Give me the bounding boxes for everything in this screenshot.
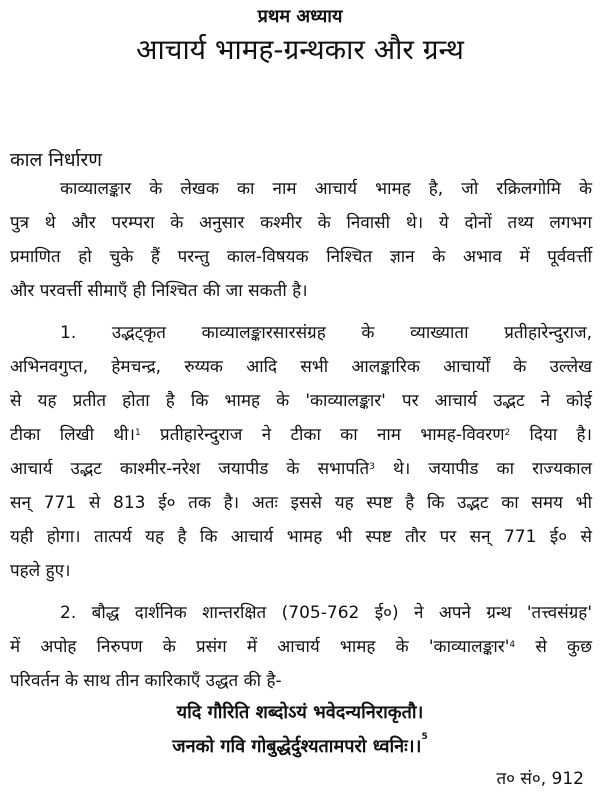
verse-line2 [0,734,600,758]
footnote-marker-3: 3 [369,462,375,472]
verse-line1: यदि गौरिति शब्दोऽयं भवेदन्यनिराकृतौ। [176,702,424,723]
para3-line2-text-a: में अपोह निरुपण के प्रसंग में आचार्य भामह के 'काव्यालङ्कार' [10,637,510,657]
para3-line1: 2. बौद्ध दार्शनिक शान्तरक्षित (705-762 ई०) ने अपने ग्रन्थ 'तत्त्वसंग्रह' [60,603,592,623]
para2-line4-text-c: दिया है। [510,425,592,445]
para3-line2 [10,630,592,664]
para1-line2: पुत्र थे और परम्परा के अनुसार कश्मीर के निवासी थे। ये दोनों तथ्य लगभग [10,213,592,233]
para2-line4-text-b: प्रतीहारेन्दुराज ने टीका का नाम भामह-विवरण [140,425,505,445]
para2-line6: सन् 771 से 813 ई० तक है। अतः इससे यह स्पष्ट है कि उद्भट का समय भी [10,493,592,513]
para2-line5 [10,452,592,486]
footnote-marker-1: 1 [134,428,141,438]
para2-line5-text-a: आचार्य उद्भट काश्मीर-नरेश जयापीड के सभापति [10,459,370,479]
footnote-marker-2: 2 [504,428,511,438]
para2-line4-text-a: टीका लिखी थी। [10,425,135,445]
footnote-marker-5: 5 [421,732,428,742]
para2-line2: अभिनवगुप्त, हेमचन्द्र, रुय्यक आदि सभी आलङ्कारिक आचार्यों के उल्लेख [10,357,592,377]
verse-line2-text: जनको गवि गोबुद्धेर्दुश्यतामपरो ध्वनिः।। [172,736,422,757]
chapter-label: प्रथम अध्याय [257,6,343,27]
section-heading: काल निर्धारण [10,149,103,171]
para2-line7: यही होगा। तात्पर्य यह है कि आचार्य भामह भी स्पष्ट तौर पर सन् 771 ई० से [10,527,592,547]
para2-line5-text-b: थे। जयापीड का राज्यकाल [374,459,592,479]
chapter-title: आचार्य भामह-ग्रन्थकार और ग्रन्थ [136,33,464,66]
footnote-marker-4: 4 [509,640,516,650]
para2-line8: पहले हुए। [10,561,71,581]
para2-line1: 1. उद्भट्कृत काव्यालङ्कारसारसंग्रह के व्याख्याता प्रतीहारेन्दुराज, [60,323,592,343]
para3-line3: परिवर्तन के साथ तीन कारिकाएँ उद्धत की है- [10,671,282,691]
para1-line3: प्रमाणित हो चुके हैं परन्तु काल-विषयक निश्चित ज्ञान के अभाव में पूर्ववर्त्ती [10,247,592,267]
para2-line4 [10,418,592,452]
para2-line3: से यह प्रतीत होता है कि भामह के 'काव्यालङ्कार' पर आचार्य उद्भट ने कोई [10,391,592,411]
verse-reference: त० सं०, 912 [496,769,584,789]
para1-line1: काव्यालङ्कार के लेखक का नाम आचार्य भामह है, जो रक्रिलगोमि के [60,179,592,199]
para1-line4: और परवर्त्ती सीमाएँ ही निश्चित की जा सकती है। [10,281,308,301]
para3-line2-text-b: से कुछ [515,637,592,657]
